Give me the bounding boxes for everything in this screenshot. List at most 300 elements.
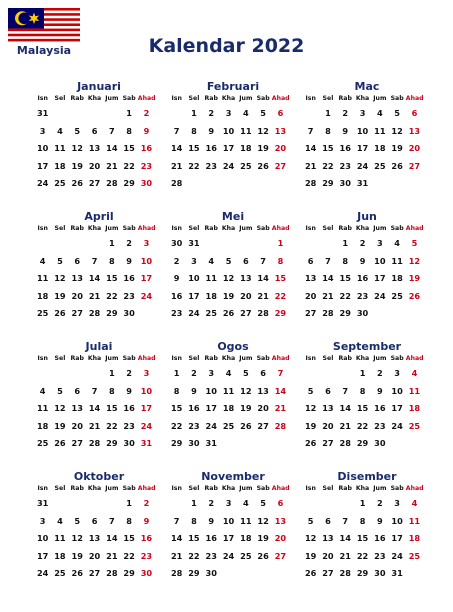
day-cell: 29 — [356, 438, 369, 449]
day-grid — [34, 105, 156, 193]
month-name: Januari — [77, 80, 121, 93]
day-cell: 21 — [304, 160, 317, 171]
day-cell: 22 — [188, 550, 200, 561]
day-cell: 17 — [188, 290, 200, 301]
weekday-header — [168, 484, 290, 494]
day-cell: 8 — [359, 385, 366, 396]
weekday-header — [302, 94, 424, 104]
day-cell: 27 — [274, 160, 287, 171]
day-cell: 2 — [126, 368, 132, 378]
day-cell: 1 — [108, 368, 115, 378]
day-cell: 6 — [74, 385, 81, 396]
weekday-label: Jum — [239, 355, 253, 362]
day-cell: 3 — [359, 108, 366, 118]
weekday-header — [34, 484, 156, 494]
day-cell: 30 — [123, 308, 135, 319]
day-cell: 2 — [126, 238, 132, 248]
day-cell: 20 — [322, 420, 334, 431]
weekday-label: Isn — [171, 95, 182, 102]
weekday-label: Sab — [390, 355, 404, 362]
day-cell: 14 — [88, 403, 101, 414]
weekday-label: Ahad — [405, 225, 424, 232]
day-cell: 22 — [106, 290, 118, 301]
day-cell: 19 — [54, 420, 66, 431]
day-cell: 20 — [274, 533, 287, 544]
weekday-label: Isn — [305, 95, 316, 102]
day-cell: 1 — [126, 108, 132, 118]
day-cell: 10 — [222, 125, 235, 136]
day-cell: 28 — [339, 568, 351, 579]
day-cell: 15 — [339, 273, 351, 284]
day-cell: 30 — [170, 238, 183, 248]
day-cell: 8 — [191, 125, 197, 136]
day-cell: 22 — [322, 160, 334, 171]
weekday-label: Kha — [355, 485, 370, 492]
day-cell: 12 — [257, 125, 269, 136]
day-cell: 27 — [322, 438, 334, 449]
day-cell: 11 — [222, 385, 235, 396]
weekday-label: Sab — [256, 485, 270, 492]
day-cell: 8 — [191, 515, 197, 526]
day-cell — [51, 495, 68, 513]
day-cell — [69, 235, 86, 253]
day-cell — [319, 365, 336, 383]
day-grid — [302, 495, 424, 583]
day-cell: 31 — [391, 568, 403, 579]
day-cell: 2 — [376, 368, 383, 378]
day-cell: 23 — [374, 420, 386, 431]
day-grid — [168, 365, 290, 453]
day-cell — [103, 105, 120, 123]
weekday-label: Sab — [256, 355, 270, 362]
day-cell — [388, 305, 405, 323]
day-cell: 4 — [411, 368, 418, 378]
day-cell: 29 — [170, 438, 183, 449]
day-cell: 9 — [126, 385, 132, 396]
day-cell: 22 — [123, 160, 135, 171]
day-cell — [86, 495, 103, 513]
day-cell: 2 — [342, 108, 349, 118]
day-cell: 5 — [307, 515, 314, 526]
day-grid — [302, 365, 424, 453]
day-cell: 10 — [391, 385, 403, 396]
weekday-label: Sab — [122, 225, 136, 232]
day-cell: 2 — [359, 238, 366, 248]
day-cell: 14 — [88, 273, 101, 284]
day-cell — [220, 175, 237, 193]
weekday-label: Rab — [204, 355, 218, 362]
day-cell: 10 — [356, 125, 369, 136]
day-cell: 16 — [123, 403, 135, 414]
day-cell: 3 — [39, 125, 46, 136]
weekday-label: Kha — [355, 95, 370, 102]
day-cell — [237, 175, 254, 193]
weekday-label: Rab — [70, 95, 84, 102]
day-cell — [34, 365, 51, 383]
day-cell: 29 — [339, 308, 351, 319]
day-cell — [168, 105, 185, 123]
day-cell: 21 — [170, 160, 183, 171]
day-cell: 3 — [394, 498, 400, 508]
day-cell: 23 — [339, 160, 351, 171]
day-cell: 15 — [106, 403, 118, 414]
day-cell — [168, 495, 185, 513]
month-name: Jun — [357, 210, 377, 223]
day-cell: 2 — [376, 498, 383, 508]
day-cell — [220, 565, 237, 583]
day-cell: 20 — [240, 290, 252, 301]
day-cell: 25 — [240, 550, 252, 561]
weekday-label: Rab — [70, 485, 84, 492]
day-cell: 3 — [143, 238, 150, 248]
day-cell: 9 — [208, 515, 215, 526]
day-cell — [302, 235, 319, 253]
day-cell: 24 — [205, 420, 217, 431]
day-cell: 16 — [123, 273, 135, 284]
day-cell: 18 — [54, 160, 66, 171]
weekday-label: Isn — [171, 225, 182, 232]
day-cell: 3 — [143, 368, 150, 378]
day-cell: 4 — [57, 125, 63, 136]
day-cell: 20 — [71, 290, 83, 301]
day-cell: 25 — [374, 160, 386, 171]
day-cell: 20 — [322, 550, 334, 561]
day-cell: 10 — [140, 255, 153, 266]
day-grid — [168, 495, 290, 583]
month-ogos — [168, 340, 290, 470]
day-cell: 29 — [123, 568, 135, 579]
month-name: Disember — [337, 470, 397, 483]
day-cell — [406, 435, 423, 453]
day-cell: 27 — [257, 420, 269, 431]
day-cell: 4 — [225, 368, 232, 378]
month-november — [168, 470, 290, 600]
day-cell: 9 — [191, 385, 197, 396]
day-cell: 12 — [54, 273, 66, 284]
weekday-label: Rab — [338, 355, 352, 362]
day-cell: 22 — [274, 290, 287, 301]
day-cell: 5 — [242, 368, 249, 378]
day-cell: 9 — [173, 273, 180, 284]
day-cell — [254, 235, 271, 253]
day-cell: 7 — [91, 255, 98, 266]
day-cell: 16 — [205, 533, 217, 544]
day-cell: 1 — [191, 498, 197, 508]
day-cell: 18 — [408, 403, 421, 414]
day-cell: 24 — [356, 160, 369, 171]
day-cell: 6 — [411, 108, 418, 118]
day-cell: 14 — [106, 143, 118, 154]
day-cell: 24 — [222, 160, 235, 171]
day-cell: 11 — [205, 273, 217, 284]
day-cell: 22 — [106, 420, 118, 431]
weekday-label: Ahad — [137, 485, 156, 492]
day-cell: 27 — [88, 178, 101, 189]
day-cell: 1 — [173, 368, 180, 378]
day-cell: 27 — [71, 438, 83, 449]
day-cell: 28 — [170, 568, 183, 579]
day-cell: 31 — [205, 438, 217, 449]
day-cell: 11 — [408, 515, 421, 526]
day-cell: 14 — [170, 143, 183, 154]
day-cell: 6 — [260, 368, 266, 378]
day-grid — [302, 235, 424, 323]
day-cell: 11 — [36, 273, 49, 284]
day-cell: 17 — [391, 403, 403, 414]
day-cell: 11 — [391, 255, 403, 266]
day-cell: 8 — [277, 255, 284, 266]
weekday-label: Jum — [105, 355, 119, 362]
day-cell — [69, 365, 86, 383]
day-cell: 16 — [374, 403, 386, 414]
day-cell: 3 — [208, 368, 215, 378]
day-cell: 25 — [54, 568, 66, 579]
day-cell: 7 — [91, 385, 98, 396]
day-cell: 3 — [225, 108, 232, 118]
day-cell: 15 — [356, 533, 369, 544]
day-cell: 24 — [391, 550, 403, 561]
months-grid — [34, 80, 424, 600]
weekday-label: Jum — [239, 95, 253, 102]
day-cell: 13 — [322, 403, 334, 414]
day-cell: 12 — [408, 255, 421, 266]
day-cell: 7 — [307, 125, 314, 136]
day-cell: 20 — [257, 403, 269, 414]
weekday-label: Jum — [239, 485, 253, 492]
day-cell: 19 — [71, 160, 83, 171]
day-cell: 17 — [36, 550, 49, 561]
weekday-label: Kha — [87, 355, 102, 362]
day-cell: 23 — [123, 290, 135, 301]
day-cell — [272, 565, 289, 583]
day-cell: 18 — [374, 143, 386, 154]
month-januari — [34, 80, 156, 210]
day-cell: 16 — [205, 143, 217, 154]
day-cell: 31 — [36, 498, 49, 508]
day-cell: 18 — [36, 420, 49, 431]
month-name: Julai — [85, 340, 113, 353]
weekday-label: Ahad — [271, 485, 290, 492]
day-cell: 15 — [106, 273, 118, 284]
day-cell: 28 — [88, 308, 101, 319]
day-cell: 17 — [222, 143, 235, 154]
day-cell: 23 — [123, 420, 135, 431]
day-cell: 25 — [391, 290, 403, 301]
day-cell: 23 — [205, 550, 217, 561]
day-cell: 8 — [126, 125, 132, 136]
day-cell: 23 — [374, 550, 386, 561]
day-cell: 9 — [359, 255, 366, 266]
weekday-label: Sel — [322, 95, 334, 102]
weekday-label: Ahad — [405, 485, 424, 492]
day-cell: 24 — [222, 550, 235, 561]
weekday-label: Kha — [87, 485, 102, 492]
day-cell: 25 — [408, 550, 421, 561]
month-februari — [168, 80, 290, 210]
day-cell: 14 — [274, 385, 287, 396]
day-cell: 28 — [274, 420, 287, 431]
month-name: Oktober — [73, 470, 125, 483]
day-cell — [337, 365, 354, 383]
day-cell: 15 — [188, 533, 200, 544]
weekday-label: Jum — [373, 225, 387, 232]
day-cell: 4 — [242, 108, 249, 118]
weekday-label: Sel — [322, 485, 334, 492]
day-cell — [69, 105, 86, 123]
day-cell — [388, 175, 405, 193]
day-cell: 14 — [257, 273, 269, 284]
day-cell: 31 — [188, 238, 200, 248]
day-cell: 11 — [36, 403, 49, 414]
day-cell: 8 — [325, 125, 331, 136]
weekday-label: Kha — [221, 95, 236, 102]
day-cell: 5 — [307, 385, 314, 396]
day-cell: 7 — [108, 515, 115, 526]
day-cell: 30 — [188, 438, 200, 449]
day-cell: 7 — [277, 368, 284, 378]
day-cell: 7 — [342, 515, 349, 526]
day-cell: 27 — [88, 568, 101, 579]
day-cell: 15 — [274, 273, 287, 284]
weekday-label: Kha — [87, 95, 102, 102]
month-mei — [168, 210, 290, 340]
day-cell: 13 — [71, 273, 83, 284]
day-cell: 5 — [74, 515, 81, 526]
day-cell: 13 — [408, 125, 421, 136]
day-cell: 17 — [391, 533, 403, 544]
day-cell: 27 — [71, 308, 83, 319]
weekday-header — [168, 224, 290, 234]
day-cell: 10 — [205, 385, 217, 396]
weekday-header — [168, 354, 290, 364]
day-cell: 19 — [391, 143, 403, 154]
month-name: Ogos — [217, 340, 249, 353]
weekday-label: Rab — [338, 225, 352, 232]
day-cell: 7 — [173, 125, 180, 136]
day-cell: 26 — [257, 160, 269, 171]
day-cell: 22 — [356, 420, 369, 431]
month-name: September — [332, 340, 402, 353]
weekday-label: Ahad — [137, 95, 156, 102]
day-cell — [203, 175, 220, 193]
day-cell: 17 — [374, 273, 386, 284]
weekday-label: Isn — [305, 485, 316, 492]
day-cell: 10 — [140, 385, 153, 396]
day-cell: 10 — [36, 143, 49, 154]
day-cell: 30 — [356, 308, 369, 319]
day-cell: 9 — [126, 255, 132, 266]
day-cell: 11 — [408, 385, 421, 396]
day-cell: 7 — [325, 255, 331, 266]
day-cell: 9 — [208, 125, 215, 136]
day-cell — [237, 435, 254, 453]
day-cell: 6 — [74, 255, 81, 266]
day-cell: 12 — [304, 403, 317, 414]
weekday-label: Rab — [70, 355, 84, 362]
day-grid — [34, 495, 156, 583]
day-cell: 16 — [140, 143, 153, 154]
weekday-header — [302, 224, 424, 234]
day-cell: 19 — [240, 403, 252, 414]
day-cell: 1 — [325, 108, 331, 118]
day-cell: 9 — [376, 385, 383, 396]
weekday-label: Sab — [256, 225, 270, 232]
day-cell: 16 — [374, 533, 386, 544]
day-cell: 4 — [57, 515, 63, 526]
day-cell: 3 — [376, 238, 383, 248]
day-cell — [371, 175, 388, 193]
month-disember — [302, 470, 424, 600]
day-cell: 13 — [257, 385, 269, 396]
day-cell: 11 — [54, 533, 66, 544]
day-cell: 21 — [274, 403, 287, 414]
day-grid — [168, 105, 290, 193]
day-cell: 1 — [108, 238, 115, 248]
day-cell: 17 — [205, 403, 217, 414]
day-cell: 6 — [277, 498, 284, 508]
day-cell: 30 — [339, 178, 351, 189]
day-cell: 26 — [71, 178, 83, 189]
day-cell — [34, 235, 51, 253]
day-cell: 25 — [408, 420, 421, 431]
weekday-label: Sel — [322, 225, 334, 232]
day-cell: 30 — [140, 568, 153, 579]
day-cell: 4 — [376, 108, 383, 118]
day-cell: 2 — [143, 108, 150, 118]
day-cell: 14 — [322, 273, 334, 284]
day-cell: 19 — [304, 420, 317, 431]
weekday-label: Isn — [171, 355, 182, 362]
weekday-label: Jum — [105, 485, 119, 492]
day-cell: 24 — [36, 568, 49, 579]
day-cell: 14 — [106, 533, 118, 544]
day-cell — [302, 105, 319, 123]
day-cell: 21 — [106, 160, 118, 171]
weekday-label: Isn — [37, 355, 48, 362]
day-cell: 23 — [356, 290, 369, 301]
day-cell: 26 — [304, 568, 317, 579]
day-cell: 21 — [106, 550, 118, 561]
month-julai — [34, 340, 156, 470]
day-cell: 29 — [274, 308, 287, 319]
day-cell: 1 — [359, 498, 366, 508]
day-cell: 8 — [342, 255, 349, 266]
day-cell — [69, 495, 86, 513]
day-cell: 15 — [123, 143, 135, 154]
day-cell — [220, 235, 237, 253]
day-cell: 6 — [325, 515, 331, 526]
day-cell: 6 — [307, 255, 314, 266]
day-cell: 15 — [188, 143, 200, 154]
day-cell: 12 — [71, 533, 83, 544]
day-cell: 19 — [222, 290, 235, 301]
day-cell: 16 — [356, 273, 369, 284]
day-cell — [220, 435, 237, 453]
day-cell: 12 — [54, 403, 66, 414]
weekday-label: Rab — [204, 225, 218, 232]
day-cell: 2 — [173, 255, 180, 266]
day-cell — [406, 305, 423, 323]
day-cell: 6 — [242, 255, 249, 266]
day-cell: 29 — [106, 438, 118, 449]
day-cell: 6 — [91, 125, 98, 136]
day-cell: 30 — [374, 568, 386, 579]
day-cell: 30 — [140, 178, 153, 189]
month-name: Mei — [221, 210, 245, 223]
day-cell: 1 — [126, 498, 132, 508]
day-cell: 6 — [325, 385, 331, 396]
day-cell: 30 — [374, 438, 386, 449]
